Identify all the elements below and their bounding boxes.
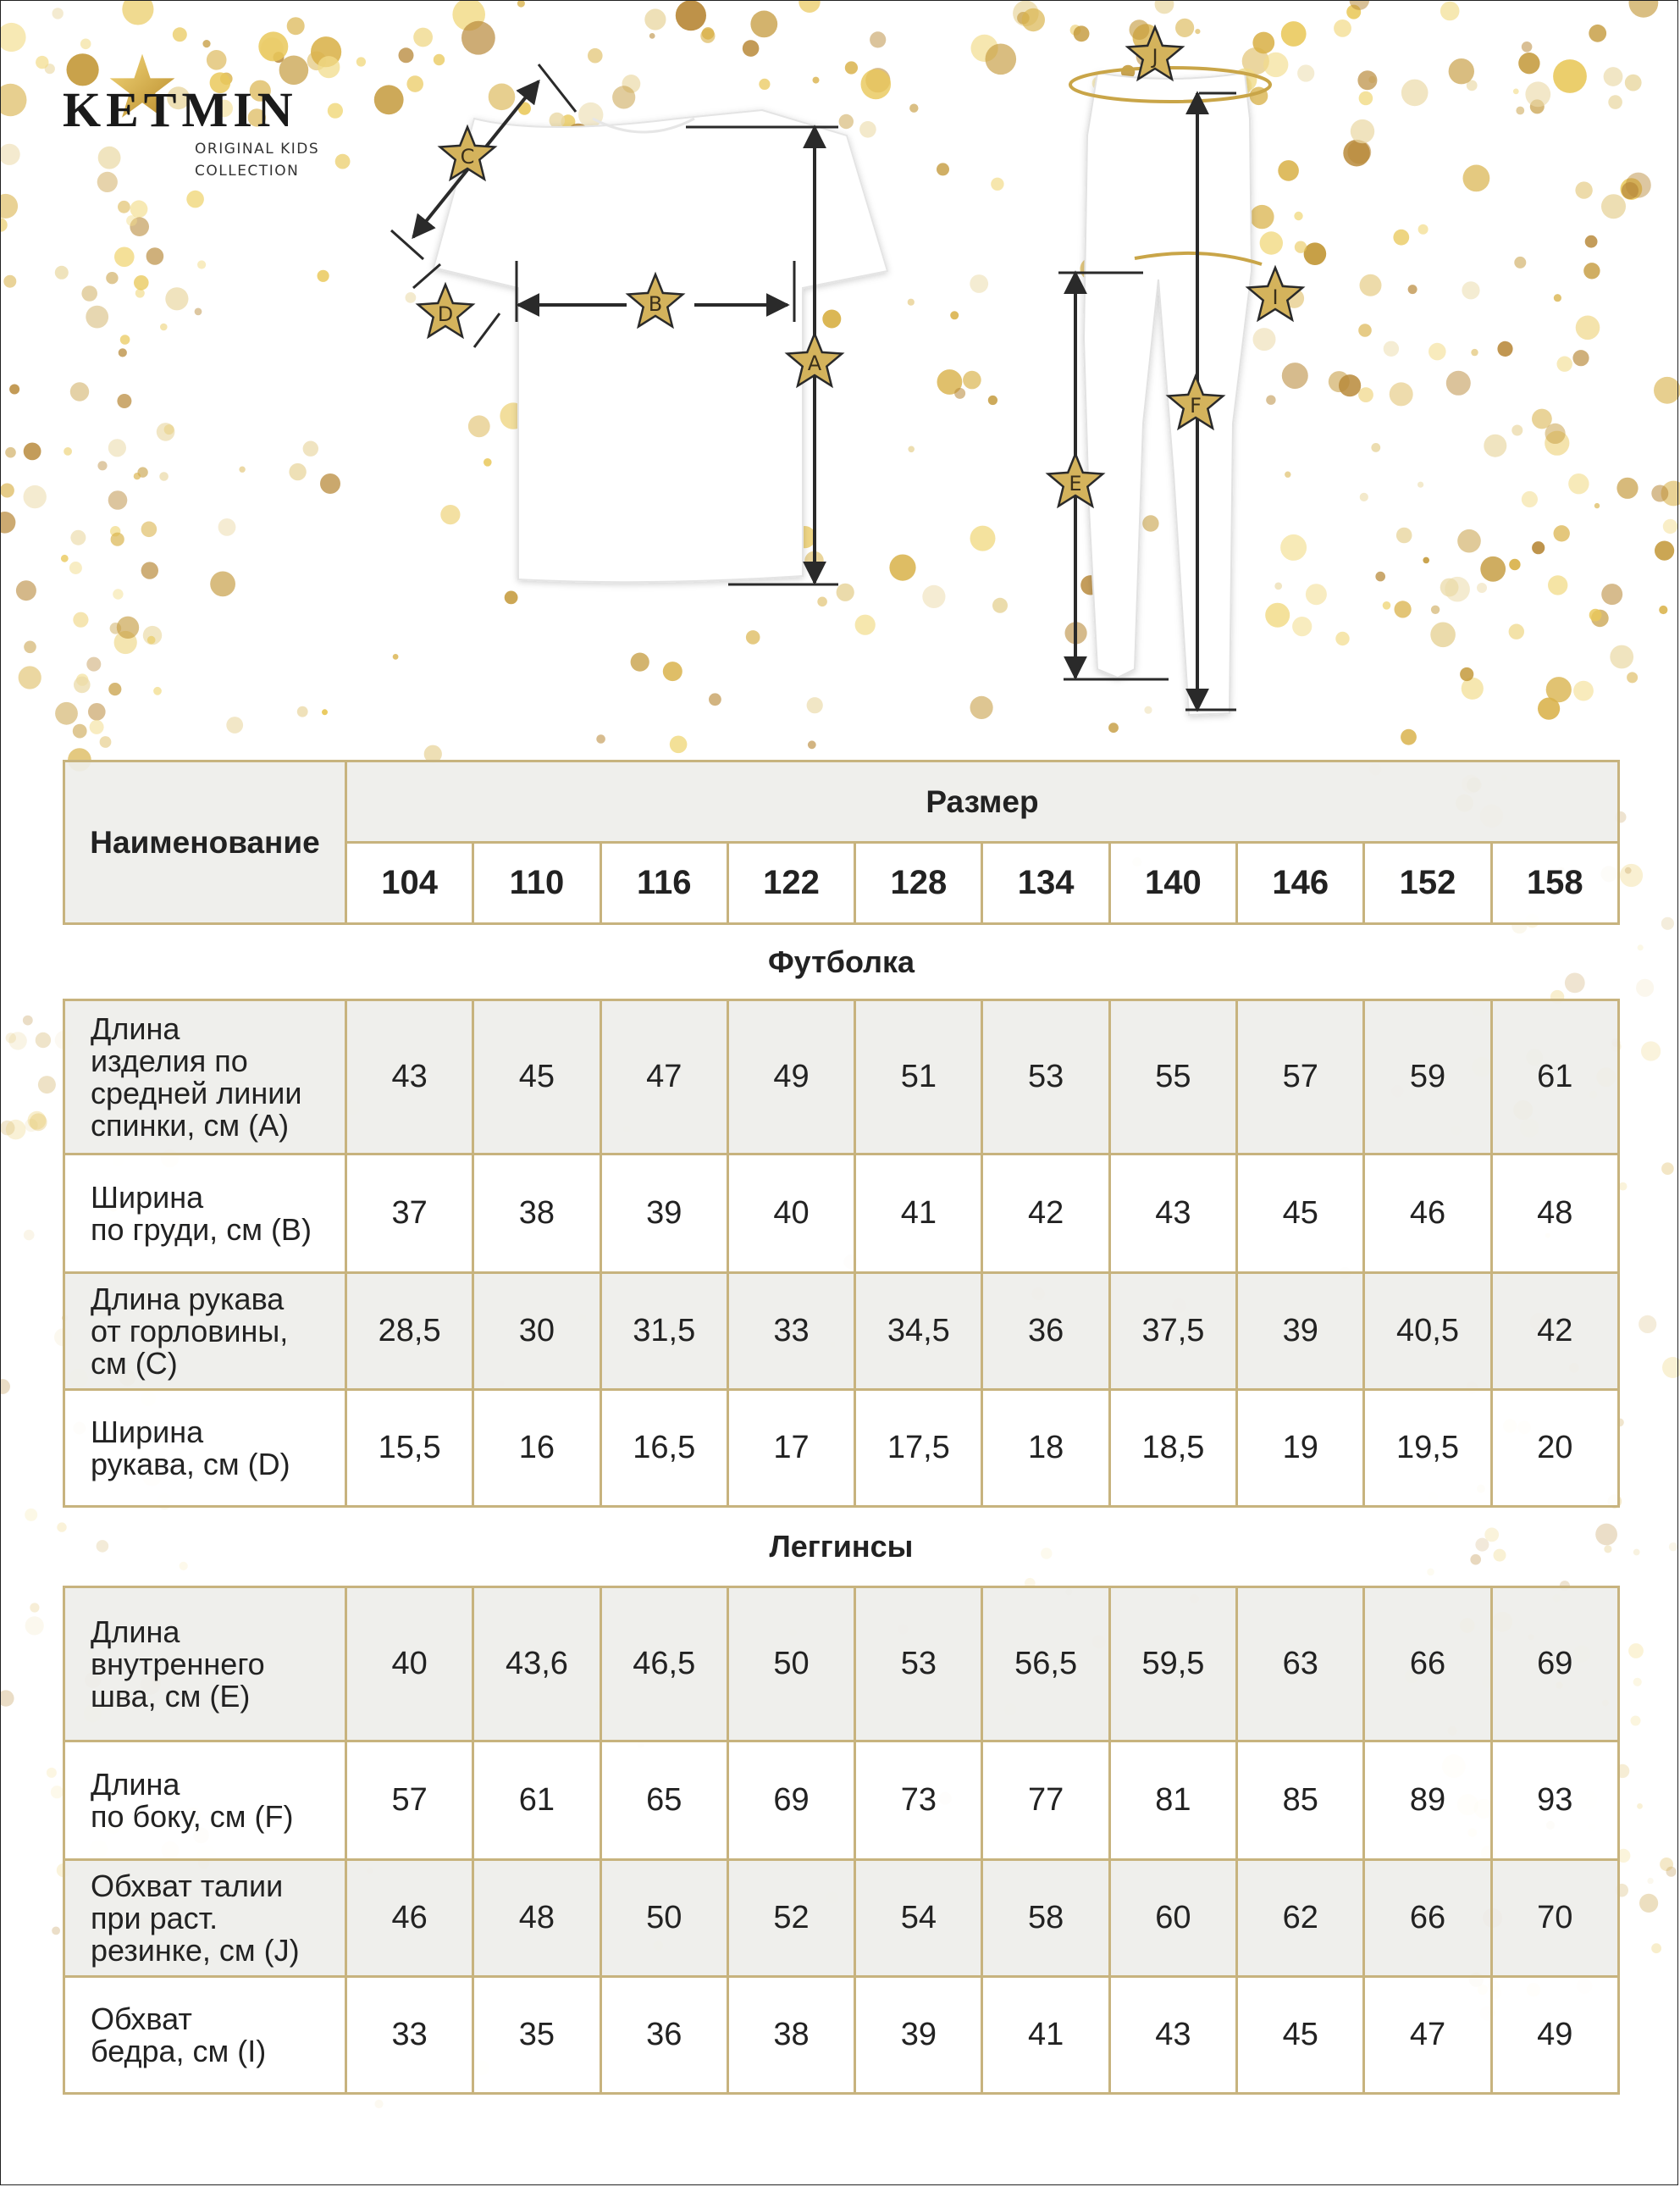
section-title: Футболка [64, 924, 1619, 1000]
size-cell: 116 [600, 843, 727, 924]
row-label: Обхват бедра, см (I) [64, 1977, 346, 2094]
value-cell: 53 [855, 1587, 982, 1741]
row-label: Обхват талии при раст. резинке, см (J) [64, 1860, 346, 1977]
table-row [64, 1587, 1619, 1741]
leggings-shape [1084, 73, 1252, 715]
table-row [64, 1000, 1619, 1154]
value-cell: 47 [600, 1000, 727, 1154]
value-cell: 52 [727, 1860, 854, 1977]
value-cell: 46 [346, 1860, 473, 1977]
size-cell: 128 [855, 843, 982, 924]
value-cell: 48 [1491, 1154, 1618, 1273]
value-cell: 66 [1364, 1860, 1491, 1977]
value-cell: 51 [855, 1000, 982, 1154]
value-cell: 65 [600, 1741, 727, 1860]
table-row [64, 1977, 1619, 2094]
value-cell: 47 [1364, 1977, 1491, 2094]
value-cell: 93 [1491, 1741, 1618, 1860]
value-cell: 45 [1237, 1154, 1364, 1273]
value-cell: 36 [600, 1977, 727, 2094]
row-label: Длина рукава от горловины, см (C) [64, 1273, 346, 1390]
value-cell: 34,5 [855, 1273, 982, 1390]
value-cell: 42 [1491, 1273, 1618, 1390]
brand-name: KETMIN [63, 82, 298, 137]
value-cell: 49 [1491, 1977, 1618, 2094]
value-cell: 20 [1491, 1390, 1618, 1507]
row-label: Длина внутреннего шва, см (E) [64, 1587, 346, 1741]
value-cell: 19,5 [1364, 1390, 1491, 1507]
row-label: Ширина рукава, см (D) [64, 1390, 346, 1507]
marker-letter: A [807, 352, 822, 375]
value-cell: 39 [1237, 1273, 1364, 1390]
value-cell: 48 [473, 1860, 600, 1977]
value-cell: 43 [1109, 1977, 1236, 2094]
marker-letter: F [1190, 394, 1202, 418]
value-cell: 37,5 [1109, 1273, 1236, 1390]
value-cell: 45 [473, 1000, 600, 1154]
value-cell: 15,5 [346, 1390, 473, 1507]
size-cell: 152 [1364, 843, 1491, 924]
value-cell: 58 [982, 1860, 1109, 1977]
value-cell: 49 [727, 1000, 854, 1154]
value-cell: 17 [727, 1390, 854, 1507]
marker-letter: I [1272, 285, 1279, 309]
value-cell: 46 [1364, 1154, 1491, 1273]
value-cell: 18,5 [1109, 1390, 1236, 1507]
value-cell: 38 [727, 1977, 854, 2094]
value-cell: 40 [346, 1587, 473, 1741]
brand-tagline-2: COLLECTION [195, 163, 300, 180]
table-row [64, 1154, 1619, 1273]
row-label: Длина изделия по средней линии спинки, см (А) [64, 1000, 346, 1154]
size-table [63, 760, 1620, 2095]
value-cell: 42 [982, 1154, 1109, 1273]
value-cell: 77 [982, 1741, 1109, 1860]
brand-tagline-1: ORIGINAL KIDS [195, 141, 320, 158]
value-cell: 69 [1491, 1587, 1618, 1741]
value-cell: 46,5 [600, 1587, 727, 1741]
table-row [64, 1860, 1619, 1977]
size-cell: 146 [1237, 843, 1364, 924]
value-cell: 61 [473, 1741, 600, 1860]
marker-letter: E [1069, 472, 1082, 496]
value-cell: 81 [1109, 1741, 1236, 1860]
value-cell: 31,5 [600, 1273, 727, 1390]
size-cell: 104 [346, 843, 473, 924]
value-cell: 35 [473, 1977, 600, 2094]
table-row [64, 1741, 1619, 1860]
value-cell: 85 [1237, 1741, 1364, 1860]
marker-letter: C [460, 145, 475, 169]
section-title-row [64, 1507, 1619, 1587]
value-cell: 59 [1364, 1000, 1491, 1154]
value-cell: 69 [727, 1741, 854, 1860]
value-cell: 40,5 [1364, 1273, 1491, 1390]
value-cell: 38 [473, 1154, 600, 1273]
value-cell: 16,5 [600, 1390, 727, 1507]
value-cell: 41 [982, 1977, 1109, 2094]
marker-star-i [1248, 268, 1303, 320]
value-cell: 28,5 [346, 1273, 473, 1390]
value-cell: 33 [346, 1977, 473, 2094]
name-header: Наименование [64, 761, 346, 924]
table-header-row [64, 761, 1619, 843]
value-cell: 62 [1237, 1860, 1364, 1977]
value-cell: 89 [1364, 1741, 1491, 1860]
value-cell: 43 [1109, 1154, 1236, 1273]
table-row [64, 1273, 1619, 1390]
value-cell: 39 [855, 1977, 982, 2094]
value-cell: 55 [1109, 1000, 1236, 1154]
size-cell: 158 [1491, 843, 1618, 924]
section-title-row [64, 924, 1619, 1000]
value-cell: 50 [600, 1860, 727, 1977]
value-cell: 63 [1237, 1587, 1364, 1741]
size-cell: 122 [727, 843, 854, 924]
brand-logo [59, 53, 330, 188]
value-cell: 16 [473, 1390, 600, 1507]
marker-letter: J [1152, 45, 1158, 69]
value-cell: 70 [1491, 1860, 1618, 1977]
size-cell: 134 [982, 843, 1109, 924]
value-cell: 57 [346, 1741, 473, 1860]
marker-letter: D [437, 302, 454, 326]
marker-star-d [418, 285, 473, 337]
value-cell: 61 [1491, 1000, 1618, 1154]
size-cell: 110 [473, 843, 600, 924]
value-cell: 33 [727, 1273, 854, 1390]
value-cell: 40 [727, 1154, 854, 1273]
value-cell: 41 [855, 1154, 982, 1273]
value-cell: 57 [1237, 1000, 1364, 1154]
size-cell: 140 [1109, 843, 1236, 924]
marker-star-j [1128, 27, 1183, 80]
value-cell: 43,6 [473, 1587, 600, 1741]
value-cell: 45 [1237, 1977, 1364, 2094]
marker-letter: B [648, 292, 663, 316]
value-cell: 43 [346, 1000, 473, 1154]
value-cell: 54 [855, 1860, 982, 1977]
value-cell: 37 [346, 1154, 473, 1273]
value-cell: 50 [727, 1587, 854, 1741]
value-cell: 60 [1109, 1860, 1236, 1977]
value-cell: 56,5 [982, 1587, 1109, 1741]
value-cell: 17,5 [855, 1390, 982, 1507]
value-cell: 53 [982, 1000, 1109, 1154]
section-title: Леггинсы [64, 1507, 1619, 1587]
value-cell: 36 [982, 1273, 1109, 1390]
table-row [64, 1390, 1619, 1507]
value-cell: 66 [1364, 1587, 1491, 1741]
size-table-body [64, 761, 1619, 2094]
value-cell: 18 [982, 1390, 1109, 1507]
value-cell: 73 [855, 1741, 982, 1860]
row-label: Ширина по груди, см (B) [64, 1154, 346, 1273]
value-cell: 39 [600, 1154, 727, 1273]
value-cell: 30 [473, 1273, 600, 1390]
row-label: Длина по боку, см (F) [64, 1741, 346, 1860]
value-cell: 19 [1237, 1390, 1364, 1507]
value-cell: 59,5 [1109, 1587, 1236, 1741]
size-header: Размер [346, 761, 1619, 843]
